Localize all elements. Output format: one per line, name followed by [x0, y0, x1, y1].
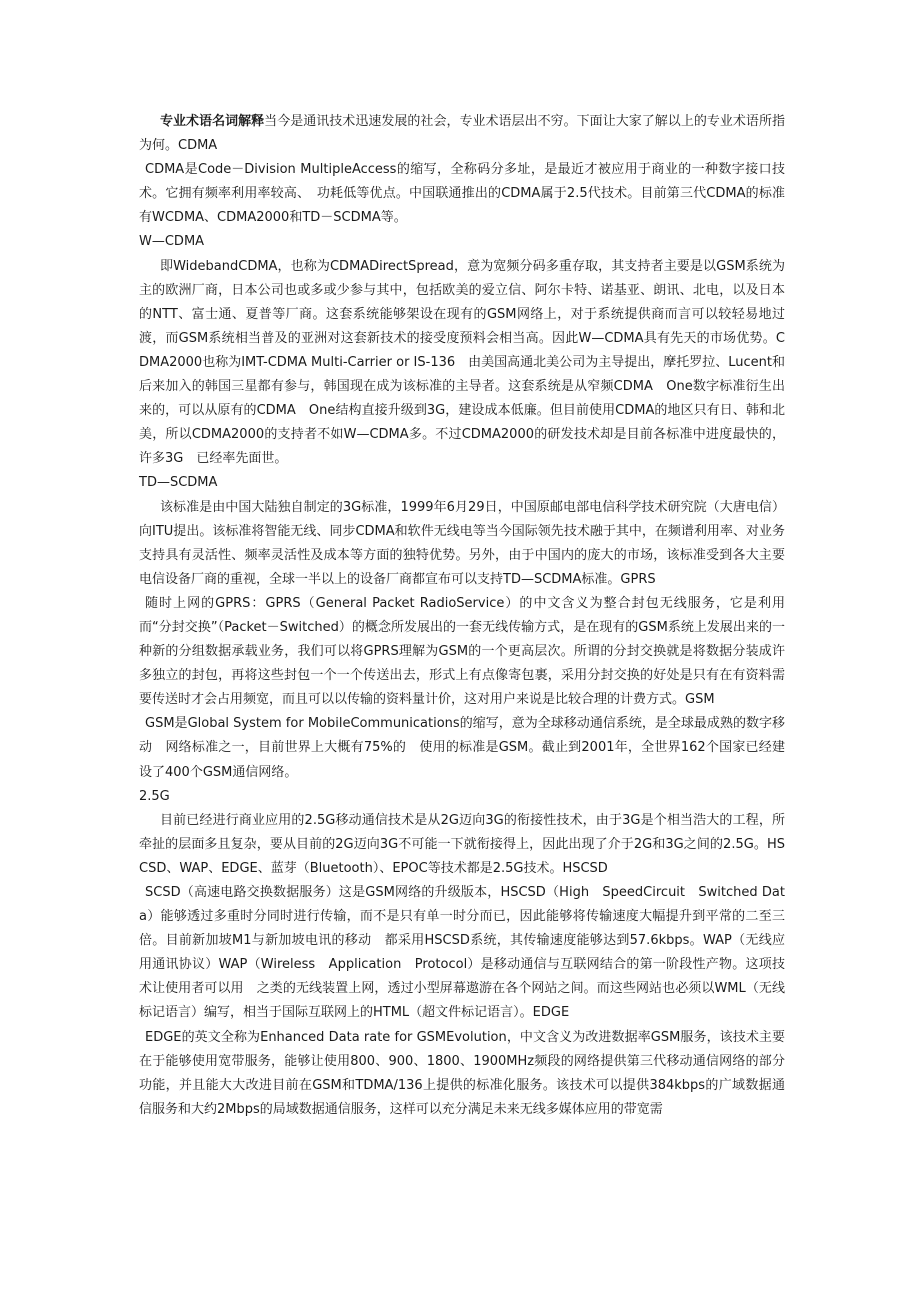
- wcdma-heading: W—CDMA: [139, 234, 205, 250]
- cdma-paragraph: CDMA是Code－Division MultipleAccess的缩写，全称码分多址，是最近才被应用于商业的一种数字接口技术。它拥有频率利用率较高、 功耗低等优点。中国联通推出的CDMA属于2.5代技术。目前第三代CDMA的标准有WCDMA、CDMA2000和TD－SCDMA等。: [139, 162, 785, 226]
- tdscdma-heading: TD—SCDMA: [139, 475, 218, 491]
- document-body: [139, 110, 785, 1122]
- tdscdma-paragraph: 该标准是由中国大陆独自制定的3G标准，1999年6月29日，中国原邮电部电信科学技术研究院（大唐电信）向ITU提出。该标准将智能无线、同步CDMA和软件无线电等当今国际领先技术融于其中，在频谱利用率、对业务支持具有灵活性、频率灵活性及成本等方面的独特优势。另外，由于中国内的庞大的市场，该标准受到各大主要电信设备厂商的重视，全球一半以上的设备厂商都宣布可以支持TD—SCDMA标准。GPRS: [139, 499, 785, 587]
- hscsd-paragraph: SCSD（高速电路交换数据服务）这是GSM网络的升级版本，HSCSD（High SpeedCircuit Switched Data）能够透过多重时分同时进行传输，而不是只有单一时分而已，因此能够将传输速度大幅提升到平常的二至三倍。目前新加坡M1与新加坡电讯的移动 都采用HSCSD系统，其传输速度能够达到57.6kbps。WAP（无线应用通讯协议）WAP（Wireless Application Protocol）是移动通信与互联网结合的第一阶段性产物。这项技术让使用者可以用 之类的无线装置上网，透过小型屏幕遨游在各个网站之间。而这些网站也必须以WML（无线标记语言）编写，相当于国际互联网上的HTML（超文件标记语言）。EDGE: [139, 885, 785, 1021]
- intro-text: 当今是通讯技术迅速发展的社会，专业术语层出不穷。下面让大家了解以上的专业术语所指为何。CDMA: [139, 114, 785, 154]
- g25-heading: 2.5G: [139, 788, 170, 804]
- gprs-paragraph: 随时上网的GPRS：GPRS（General Packet RadioService）的中文含义为整合封包无线服务，它是利用而“分封交换”（Packet－Switched）的概念所发展出的一套无线传输方式，是在现有的GSM系统上发展出来的一种新的分组数据承载业务，我们可以将GPRS理解为GSM的一个更高层次。所谓的分封交换就是将数据分装成许多独立的封包，再将这些封包一个一个传送出去，形式上有点像寄包裹，采用分封交换的好处是只有在有资料需要传送时才会占用频宽，而且可以以传输的资料量计价，这对用户来说是比较合理的计费方式。GSM: [139, 595, 785, 708]
- intro-paragraph: [139, 110, 785, 158]
- gsm-paragraph: GSM是Global System for MobileCommunications的缩写，意为全球移动通信系统，是全球最成熟的数字移动 网络标准之一，目前世界上大概有75%的 使用的标准是GSM。截止到2001年，全世界162个国家已经建设了400个GSM通信网络。: [139, 716, 785, 780]
- edge-paragraph: EDGE的英文全称为Enhanced Data rate for GSMEvolution，中文含义为改进数据率GSM服务，该技术主要在于能够使用宽带服务，能够让使用800、900、1800、1900MHz频段的网络提供第三代移动通信网络的部分功能，并且能大大改进目前在GSM和TDMA/136上提供的标准化服务。该技术可以提供384kbps的广域数据通信服务和大约2Mbps的局域数据通信服务，这样可以充分满足未来无线多媒体应用的带宽需: [139, 1029, 785, 1117]
- wcdma-paragraph: 即WidebandCDMA，也称为CDMADirectSpread，意为宽频分码多重存取，其支持者主要是以GSM系统为主的欧洲厂商，日本公司也或多或少参与其中，包括欧美的爱立信、阿尔卡特、诺基亚、朗讯、北电，以及日本的NTT、富士通、夏普等厂商。这套系统能够架设在现有的GSM网络上，对于系统提供商而言可以较轻易地过渡，而GSM系统相当普及的亚洲对这套新技术的接受度预料会相当高。因此W—CDMA具有先天的市场优势。CDMA2000也称为IMT-CDMA Multi-Carrier or IS-136 由美国高通北美公司为主导提出，摩托罗拉、Lucent和后来加入的韩国三星都有参与，韩国现在成为该标准的主导者。这套系统是从窄频CDMA One数字标准衍生出来的，可以从原有的CDMA One结构直接升级到3G，建设成本低廉。但目前使用CDMA的地区只有日、韩和北美，所以CDMA2000的支持者不如W—CDMA多。不过CDMA2000的研发技术却是目前各标准中进度最快的，许多3G 已经率先面世。: [139, 258, 785, 467]
- g25-paragraph: 目前已经进行商业应用的2.5G移动通信技术是从2G迈向3G的衔接性技术，由于3G是个相当浩大的工程，所牵扯的层面多且复杂，要从目前的2G迈向3G不可能一下就衔接得上，因此出现了介于2G和3G之间的2.5G。HSCSD、WAP、EDGE、蓝芽（Bluetooth）、EPOC等技术都是2.5G技术。HSCSD: [139, 812, 785, 876]
- intro-heading: 专业术语名词解释: [160, 114, 265, 129]
